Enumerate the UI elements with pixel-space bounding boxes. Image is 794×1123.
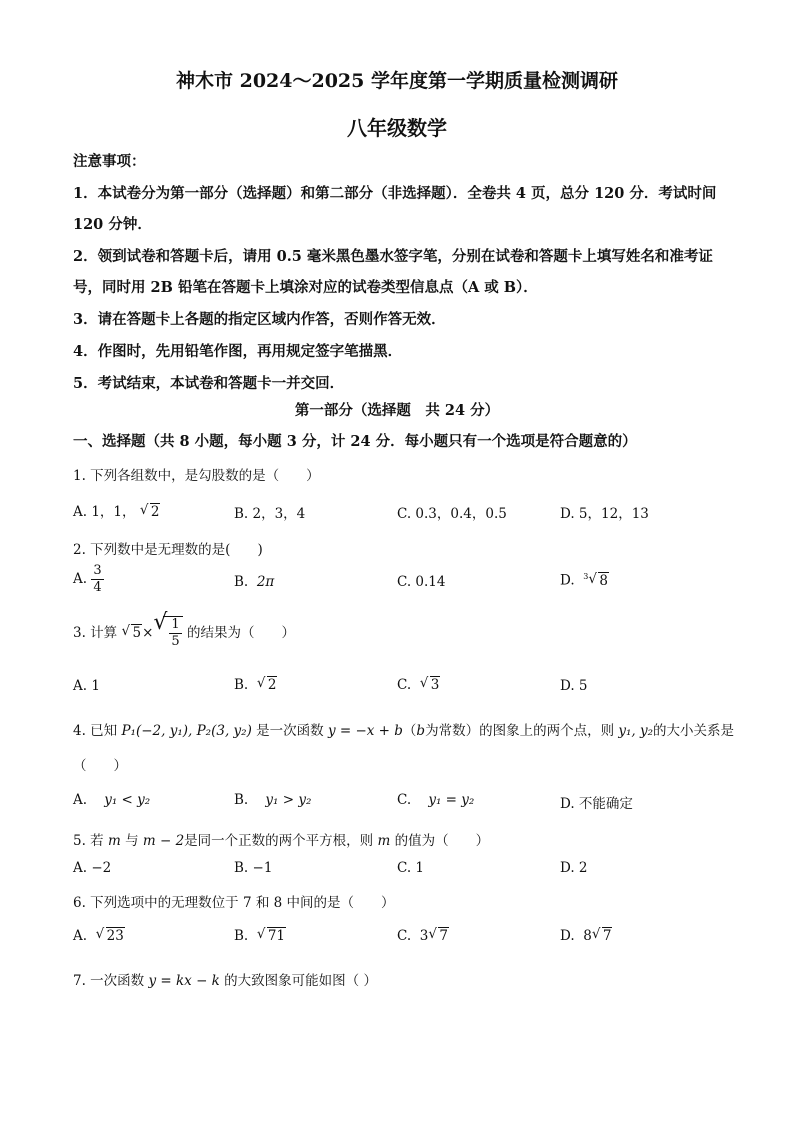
question-5-option-c: C. 1 — [397, 860, 425, 876]
variable-b: b — [416, 723, 426, 739]
math-value: y₁ < y₂ — [104, 792, 151, 808]
note-item-1: 1．本试卷分为第一部分（选择题）和第二部分（非选择题）．全卷共 4 页，总分 120 分．考试时间 120 分钟． — [73, 185, 717, 233]
question-6-option-a — [73, 928, 125, 944]
sqrt-expression: √ 71 — [256, 926, 285, 944]
question-3-option-c — [397, 677, 440, 693]
stem-text: 的大致图象可能如图（ ） — [224, 973, 377, 989]
coefficient: 8 — [583, 928, 592, 944]
question-3-option-b — [234, 677, 277, 693]
function-expression: y = −x + b — [327, 723, 403, 739]
option-label: A. — [73, 792, 88, 808]
option-label: B. — [234, 928, 249, 944]
question-4-option-a — [73, 792, 150, 808]
note-item-4: 4．作图时，先用铅笔作图，再用规定签字笔描黑． — [73, 343, 403, 360]
fraction — [169, 617, 181, 650]
option-a-text: A. 1，1， — [73, 504, 136, 520]
question-2-option-b — [234, 574, 274, 590]
stem-text: 与 — [125, 833, 139, 849]
times-sign: × — [142, 625, 154, 641]
question-2-option-a — [73, 563, 104, 596]
stem-text: 的大小关系是 — [653, 723, 735, 739]
denominator: 4 — [93, 580, 102, 595]
option-label: B. — [234, 677, 249, 693]
question-5-option-d: D. 2 — [560, 860, 588, 876]
option-label: D. — [560, 928, 575, 944]
stem-text: 4. 已知 — [73, 723, 118, 739]
note-item-3: 3．请在答题卡上各题的指定区域内作答，否则作答无效． — [73, 311, 446, 328]
fraction — [91, 563, 103, 596]
question-1-option-c: C. 0.3，0.4，0.5 — [397, 506, 507, 522]
question-6-stem: 6. 下列选项中的无理数位于 7 和 8 中间的是（ ） — [73, 895, 395, 911]
question-4-option-c — [397, 792, 474, 808]
stem-text: 7. 一次函数 — [73, 973, 145, 989]
question-1-option-a — [73, 500, 160, 520]
stem-text: 是一次函数 — [256, 723, 324, 739]
radicand: 2 — [150, 504, 160, 520]
question-2-option-c: C. 0.14 — [397, 574, 446, 590]
question-1-option-b: B. 2，3，4 — [234, 506, 306, 522]
note-item-2: 2．领到试卷和答题卡后，请用 0.5 毫米黑色墨水签字笔，分别在试卷和答题卡上填写姓名和准考证号，同时用 2B 铅笔在答题卡上填涂对应的试卷类型信息点（A 或 B）． — [73, 248, 713, 296]
question-4-stem — [73, 719, 734, 739]
radicand: 23 — [106, 928, 124, 944]
option-label: C. — [397, 928, 412, 944]
variables-y: y₁, y₂ — [618, 723, 654, 739]
note-item-5: 5．考试结束，本试卷和答题卡一并交回． — [73, 375, 345, 392]
option-label: D. — [560, 572, 575, 589]
question-2-stem: 2. 下列数中是无理数的是( ) — [73, 542, 263, 558]
root-index: 3 — [583, 572, 589, 581]
math-expression: m − 2 — [142, 833, 185, 849]
sqrt-expression: √ 23 — [95, 926, 124, 944]
coefficient: 3 — [419, 928, 429, 944]
question-4-option-b — [234, 792, 311, 808]
stem-text: 5. 若 — [73, 833, 104, 849]
sqrt-expression: √ 3 — [419, 675, 440, 693]
question-5-option-b: B. −1 — [234, 860, 273, 876]
stem-text: 3. 计算 — [73, 625, 118, 641]
math-value: y₁ > y₂ — [265, 792, 312, 808]
question-4-option-d: D. 不能确定 — [560, 796, 633, 812]
question-6-option-b — [234, 928, 286, 944]
stem-text: 为常数）的图象上的两个点，则 — [425, 723, 615, 739]
question-4-paren: （ ） — [73, 758, 127, 774]
stem-text: （ — [402, 723, 417, 739]
option-label: C. — [397, 677, 412, 693]
radicand: 8 — [599, 572, 608, 589]
radicand: 2 — [267, 677, 277, 693]
option-label: A. — [73, 571, 88, 587]
stem-text: 的结果为（ ） — [186, 625, 295, 641]
option-label: B. — [234, 574, 249, 590]
question-7-stem — [73, 969, 377, 989]
notes-heading: 注意事项： — [73, 153, 146, 170]
question-3-option-d: D. 5 — [560, 678, 588, 694]
sqrt-expression: √ 2 — [139, 502, 160, 520]
radicand: 7 — [602, 928, 612, 944]
option-label: C. — [397, 792, 412, 808]
sqrt-expression: √ 8 — [588, 570, 608, 589]
exam-subtitle: 八年级数学 — [347, 116, 447, 140]
question-6-option-c — [397, 928, 449, 944]
exam-title: 神木市 2024～2025 学年度第一学期质量检测调研 — [176, 70, 618, 92]
stem-text: 是同一个正数的两个平方根，则 — [184, 833, 374, 849]
sqrt-expression: √ 5 — [121, 623, 142, 641]
variable-m: m — [107, 833, 121, 849]
radicand: 71 — [267, 928, 285, 944]
math-value: y₁ = y₂ — [428, 792, 475, 808]
numerator: 1 — [171, 617, 180, 632]
option-label: B. — [234, 792, 249, 808]
section-heading: 一、选择题（共 8 小题，每小题 3 分，计 24 分．每小题只有一个选项是符合题意的） — [73, 433, 637, 450]
radicand: 7 — [439, 928, 448, 944]
question-5-stem — [73, 829, 489, 849]
sqrt-fraction: √ $\frac{1}{5}$ — [153, 616, 182, 650]
radicand: 5 — [132, 625, 142, 641]
numerator: 3 — [93, 563, 102, 578]
radicand: 3 — [430, 677, 440, 693]
function-expression: y = kx − k — [148, 973, 220, 989]
points-expression: P₁(−2, y₁), P₂(3, y₂) — [121, 723, 252, 739]
variable-m: m — [377, 833, 391, 849]
question-5-option-a: A. −2 — [73, 860, 112, 876]
sqrt-expression: √ 7 — [428, 926, 448, 944]
part1-heading: 第一部分（选择题 共 24 分） — [294, 402, 500, 419]
sqrt-expression: √ 7 — [591, 926, 612, 944]
question-1-stem: 1. 下列各组数中，是勾股数的是（ ） — [73, 468, 320, 484]
denominator: 5 — [171, 634, 180, 649]
question-2-option-d — [560, 572, 609, 589]
question-3-stem — [73, 610, 295, 650]
question-1-option-d: D. 5，12，13 — [560, 506, 649, 522]
question-6-option-d — [560, 928, 612, 944]
option-label: A. — [73, 928, 88, 944]
sqrt-expression: √ 2 — [256, 675, 277, 693]
question-3-option-a: A. 1 — [73, 678, 100, 694]
math-value: 2π — [256, 574, 275, 590]
stem-text: 的值为（ ） — [394, 833, 490, 849]
